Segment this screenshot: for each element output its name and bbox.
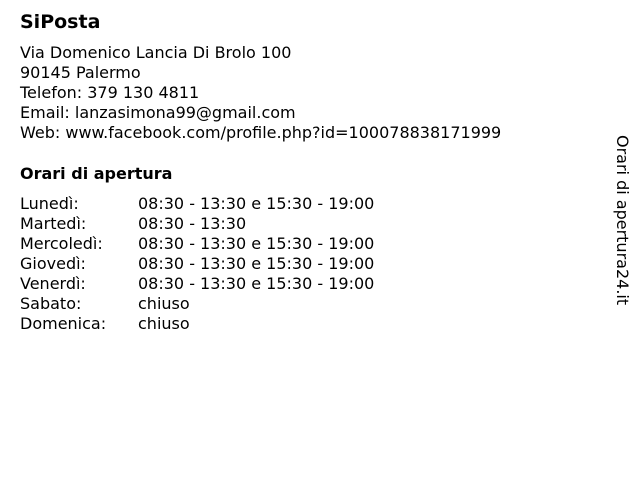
opening-hours-table xyxy=(20,194,440,334)
hours-value: chiuso xyxy=(138,314,190,333)
day-label: Sabato: xyxy=(20,294,82,313)
hours-value: 08:30 - 13:30 e 15:30 - 19:00 xyxy=(138,194,375,213)
hours-value: 08:30 - 13:30 e 15:30 - 19:00 xyxy=(138,274,375,293)
day-label: Lunedì: xyxy=(20,194,79,213)
business-name: SiPosta xyxy=(20,11,101,33)
email-line: Email: lanzasimona99@gmail.com xyxy=(20,103,296,122)
address-line: Via Domenico Lancia Di Brolo 100 xyxy=(20,43,292,62)
website-line: Web: www.facebook.com/profile.php?id=100078838171999 xyxy=(20,123,502,142)
hours-value: 08:30 - 13:30 xyxy=(138,214,247,233)
opening-hours-title: Orari di apertura xyxy=(20,164,173,183)
hours-row-friday xyxy=(20,274,440,294)
day-label: Venerdì: xyxy=(20,274,86,293)
hours-value: 08:30 - 13:30 e 15:30 - 19:00 xyxy=(138,234,375,253)
day-label: Martedì: xyxy=(20,214,87,233)
hours-row-tuesday xyxy=(20,214,440,234)
hours-row-saturday xyxy=(20,294,440,314)
hours-row-wednesday xyxy=(20,234,440,254)
phone-line: Telefon: 379 130 4811 xyxy=(20,83,200,102)
day-label: Domenica: xyxy=(20,314,107,333)
hours-value: chiuso xyxy=(138,294,190,313)
contact-info xyxy=(20,43,501,143)
hours-value: 08:30 - 13:30 e 15:30 - 19:00 xyxy=(138,254,375,273)
city-line: 90145 Palermo xyxy=(20,63,141,82)
hours-row-monday xyxy=(20,194,440,214)
hours-row-sunday xyxy=(20,314,440,334)
day-label: Giovedì: xyxy=(20,254,86,273)
hours-row-thursday xyxy=(20,254,440,274)
day-label: Mercoledì: xyxy=(20,234,103,253)
site-watermark: Orari di apertura24.it xyxy=(613,135,632,306)
